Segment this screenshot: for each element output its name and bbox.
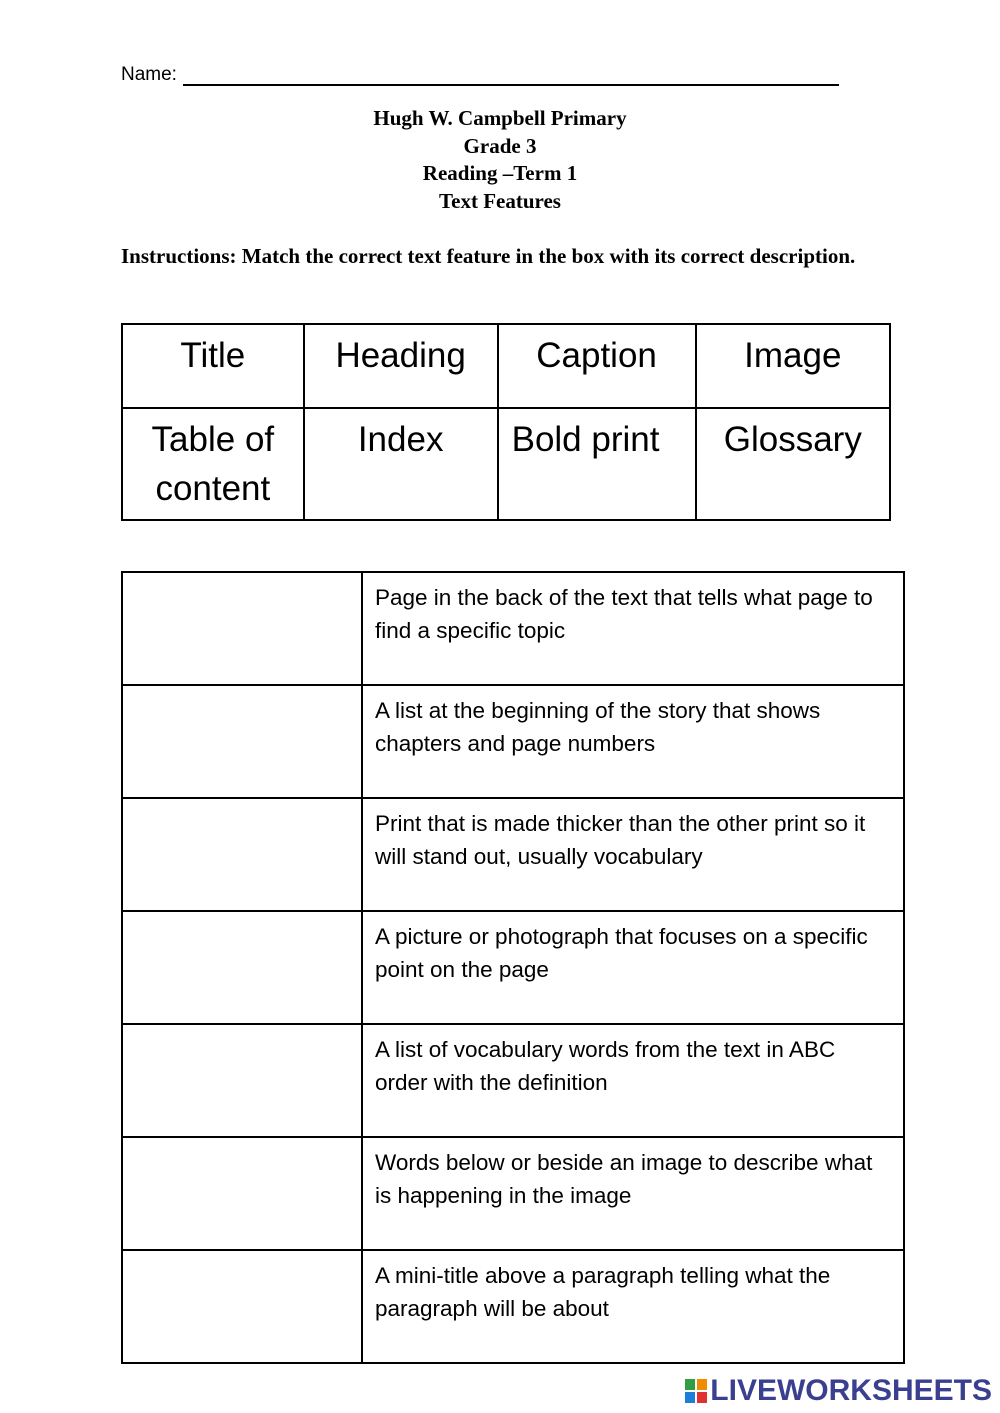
liveworksheets-watermark	[684, 1374, 992, 1408]
description-4: A picture or photograph that focuses on a specific point on the page	[362, 911, 904, 1024]
feature-title: Title	[122, 324, 304, 408]
answer-cell-3[interactable]	[122, 798, 362, 911]
feature-glossary: Glossary	[696, 408, 890, 520]
description-6: Words below or beside an image to describe what is happening in the image	[362, 1137, 904, 1250]
description-2: A list at the beginning of the story that shows chapters and page numbers	[362, 685, 904, 798]
watermark-text: LIVEWORKSHEETS	[710, 1374, 992, 1407]
answer-cell-6[interactable]	[122, 1137, 362, 1250]
instructions: Instructions: Match the correct text feature in the box with its correct description.	[121, 244, 856, 268]
name-field-row	[121, 62, 839, 86]
answer-cell-7[interactable]	[122, 1250, 362, 1363]
answer-cell-4[interactable]	[122, 911, 362, 1024]
table-row	[122, 911, 904, 1024]
description-7: A mini-title above a paragraph telling what the paragraph will be about	[362, 1250, 904, 1363]
feature-caption: Caption	[498, 324, 696, 408]
table-row	[122, 798, 904, 911]
feature-index: Index	[304, 408, 498, 520]
topic-title: Text Features	[439, 188, 561, 213]
answer-cell-1[interactable]	[122, 572, 362, 685]
description-3: Print that is made thicker than the other print so it will stand out, usually vocabulary	[362, 798, 904, 911]
matching-table	[121, 571, 905, 1364]
description-1: Page in the back of the text that tells what page to find a specific topic	[362, 572, 904, 685]
answer-cell-5[interactable]	[122, 1024, 362, 1137]
liveworksheets-logo-icon	[684, 1378, 708, 1404]
description-5: A list of vocabulary words from the text in ABC order with the definition	[362, 1024, 904, 1137]
feature-image: Image	[696, 324, 890, 408]
table-row	[122, 685, 904, 798]
table-row	[122, 1137, 904, 1250]
term-label: Reading –Term 1	[422, 161, 578, 185]
text-features-box	[121, 323, 891, 521]
grade-label: Grade 3	[463, 133, 537, 158]
worksheet-header	[0, 105, 1000, 215]
feature-table-of-content: Table of content	[122, 408, 304, 520]
feature-bold-print: Bold print	[498, 408, 696, 520]
table-row	[122, 1024, 904, 1137]
feature-heading: Heading	[304, 324, 498, 408]
school-name: Hugh W. Campbell Primary	[373, 106, 627, 130]
table-row	[122, 1250, 904, 1363]
name-label: Name:	[121, 64, 177, 85]
table-row	[122, 572, 904, 685]
name-answer-line[interactable]	[183, 62, 839, 86]
answer-cell-2[interactable]	[122, 685, 362, 798]
